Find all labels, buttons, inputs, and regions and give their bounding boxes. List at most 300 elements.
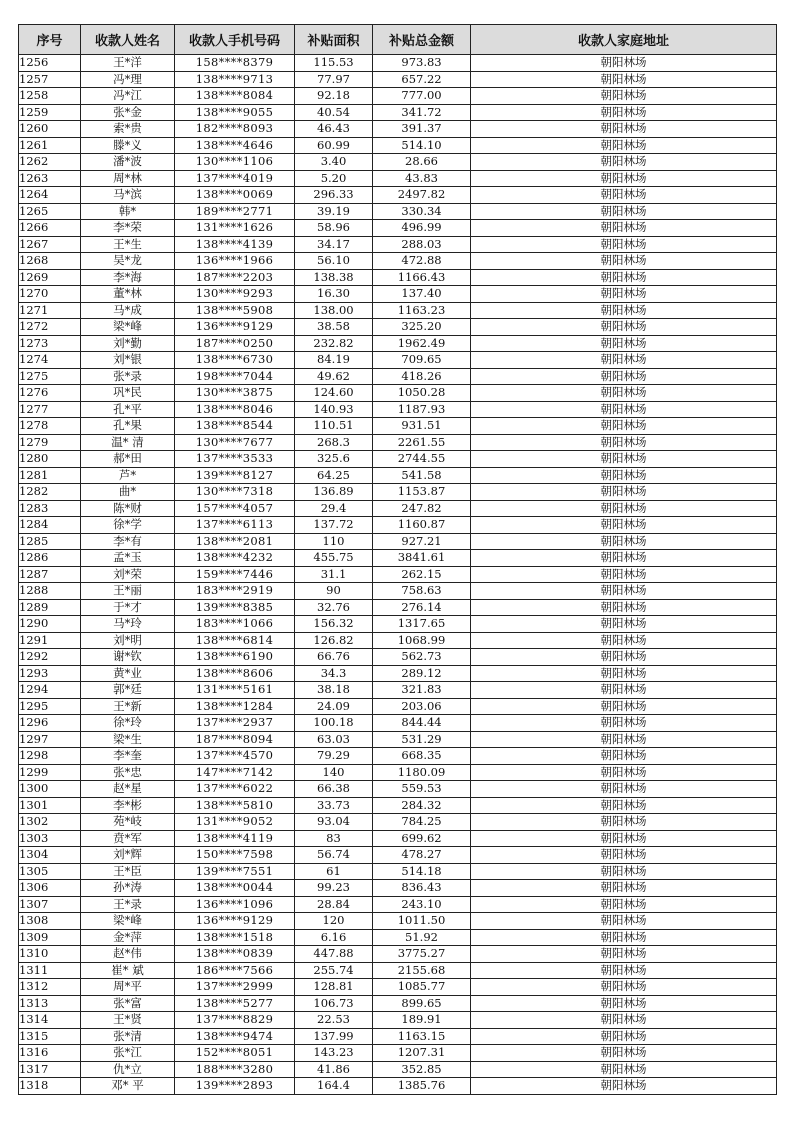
cell-name: 陈*财 [81,500,175,517]
cell-total: 247.82 [373,500,471,517]
cell-no: 1314 [19,1012,81,1029]
cell-phone: 147****7142 [175,764,295,781]
cell-address: 朝阳林场 [471,583,777,600]
cell-address: 朝阳林场 [471,418,777,435]
cell-address: 朝阳林场 [471,1045,777,1062]
cell-address: 朝阳林场 [471,533,777,550]
cell-total: 2497.82 [373,187,471,204]
cell-address: 朝阳林场 [471,764,777,781]
cell-address: 朝阳林场 [471,253,777,270]
cell-no: 1272 [19,319,81,336]
cell-area: 56.74 [295,847,373,864]
cell-address: 朝阳林场 [471,896,777,913]
cell-name: 王*丽 [81,583,175,600]
cell-total: 391.37 [373,121,471,138]
cell-area: 58.96 [295,220,373,237]
cell-total: 1187.93 [373,401,471,418]
cell-no: 1266 [19,220,81,237]
cell-total: 1207.31 [373,1045,471,1062]
cell-area: 100.18 [295,715,373,732]
cell-address: 朝阳林场 [471,203,777,220]
cell-area: 32.76 [295,599,373,616]
cell-area: 90 [295,583,373,600]
cell-phone: 157****4057 [175,500,295,517]
cell-area: 16.30 [295,286,373,303]
cell-area: 128.81 [295,979,373,996]
cell-total: 1166.43 [373,269,471,286]
cell-total: 562.73 [373,649,471,666]
table-row [19,352,777,369]
cell-address: 朝阳林场 [471,319,777,336]
cell-total: 657.22 [373,71,471,88]
cell-phone: 131****5161 [175,682,295,699]
cell-total: 284.32 [373,797,471,814]
table-row [19,418,777,435]
cell-no: 1287 [19,566,81,583]
cell-no: 1318 [19,1078,81,1095]
cell-phone: 131****9052 [175,814,295,831]
cell-no: 1289 [19,599,81,616]
table-row [19,1012,777,1029]
table-row [19,319,777,336]
cell-name: 韩* [81,203,175,220]
cell-area: 34.17 [295,236,373,253]
cell-total: 1163.15 [373,1028,471,1045]
table-row [19,335,777,352]
cell-address: 朝阳林场 [471,104,777,121]
cell-area: 84.19 [295,352,373,369]
cell-phone: 183****1066 [175,616,295,633]
cell-phone: 138****8606 [175,665,295,682]
table-row [19,665,777,682]
cell-name: 索*贵 [81,121,175,138]
cell-name: 董*林 [81,286,175,303]
cell-address: 朝阳林场 [471,550,777,567]
cell-phone: 137****8829 [175,1012,295,1029]
cell-phone: 138****0044 [175,880,295,897]
table-row [19,847,777,864]
cell-total: 836.43 [373,880,471,897]
cell-name: 王*臣 [81,863,175,880]
cell-total: 352.85 [373,1061,471,1078]
cell-address: 朝阳林场 [471,121,777,138]
cell-total: 844.44 [373,715,471,732]
cell-area: 61 [295,863,373,880]
cell-address: 朝阳林场 [471,616,777,633]
header-address: 收款人家庭地址 [471,25,777,55]
cell-no: 1278 [19,418,81,435]
cell-no: 1285 [19,533,81,550]
cell-name: 赵*星 [81,781,175,798]
cell-name: 刘*银 [81,352,175,369]
cell-area: 31.1 [295,566,373,583]
cell-no: 1309 [19,929,81,946]
cell-phone: 136****1096 [175,896,295,913]
table-row [19,385,777,402]
cell-name: 张*江 [81,1045,175,1062]
cell-area: 126.82 [295,632,373,649]
cell-total: 777.00 [373,88,471,105]
cell-no: 1290 [19,616,81,633]
cell-total: 1160.87 [373,517,471,534]
cell-phone: 139****7551 [175,863,295,880]
table-row [19,71,777,88]
cell-no: 1273 [19,335,81,352]
cell-no: 1262 [19,154,81,171]
cell-total: 3775.27 [373,946,471,963]
cell-name: 马*玲 [81,616,175,633]
cell-no: 1292 [19,649,81,666]
cell-no: 1315 [19,1028,81,1045]
table-row [19,154,777,171]
cell-no: 1259 [19,104,81,121]
cell-no: 1300 [19,781,81,798]
cell-area: 115.53 [295,55,373,72]
cell-area: 325.6 [295,451,373,468]
cell-total: 1153.87 [373,484,471,501]
cell-address: 朝阳林场 [471,1028,777,1045]
cell-phone: 159****7446 [175,566,295,583]
cell-no: 1313 [19,995,81,1012]
table-row [19,1078,777,1095]
cell-address: 朝阳林场 [471,797,777,814]
header-total: 补贴总金额 [373,25,471,55]
cell-no: 1270 [19,286,81,303]
header-name: 收款人姓名 [81,25,175,55]
cell-no: 1310 [19,946,81,963]
cell-name: 马*滨 [81,187,175,204]
cell-total: 668.35 [373,748,471,765]
cell-phone: 138****8544 [175,418,295,435]
cell-area: 38.58 [295,319,373,336]
cell-phone: 139****2893 [175,1078,295,1095]
cell-address: 朝阳林场 [471,401,777,418]
table-body [19,55,777,1095]
cell-phone: 186****7566 [175,962,295,979]
subsidy-table [18,24,777,1095]
cell-phone: 138****4232 [175,550,295,567]
cell-phone: 130****7318 [175,484,295,501]
cell-phone: 188****3280 [175,1061,295,1078]
cell-phone: 137****4570 [175,748,295,765]
cell-area: 255.74 [295,962,373,979]
cell-area: 41.86 [295,1061,373,1078]
cell-name: 刘*勤 [81,335,175,352]
cell-no: 1269 [19,269,81,286]
cell-area: 110.51 [295,418,373,435]
cell-address: 朝阳林场 [471,137,777,154]
cell-total: 189.91 [373,1012,471,1029]
cell-phone: 187****8094 [175,731,295,748]
cell-area: 40.54 [295,104,373,121]
table-row [19,731,777,748]
cell-name: 刘*辉 [81,847,175,864]
cell-address: 朝阳林场 [471,187,777,204]
table-row [19,104,777,121]
cell-phone: 138****5908 [175,302,295,319]
cell-name: 梁*峰 [81,319,175,336]
cell-no: 1277 [19,401,81,418]
cell-area: 60.99 [295,137,373,154]
cell-address: 朝阳林场 [471,995,777,1012]
cell-area: 143.23 [295,1045,373,1062]
cell-name: 李*有 [81,533,175,550]
cell-no: 1256 [19,55,81,72]
table-row [19,929,777,946]
cell-name: 潘*波 [81,154,175,171]
cell-address: 朝阳林场 [471,946,777,963]
cell-address: 朝阳林场 [471,451,777,468]
cell-total: 3841.61 [373,550,471,567]
cell-total: 51.92 [373,929,471,946]
cell-no: 1306 [19,880,81,897]
cell-address: 朝阳林场 [471,484,777,501]
cell-phone: 136****9129 [175,319,295,336]
cell-phone: 182****8093 [175,121,295,138]
table-row [19,203,777,220]
table-row [19,599,777,616]
cell-name: 温* 清 [81,434,175,451]
cell-no: 1276 [19,385,81,402]
header-no: 序号 [19,25,81,55]
table-row [19,649,777,666]
cell-area: 66.38 [295,781,373,798]
table-row [19,1061,777,1078]
cell-name: 王*贤 [81,1012,175,1029]
cell-phone: 138****2081 [175,533,295,550]
table-row [19,781,777,798]
cell-total: 1163.23 [373,302,471,319]
table-row [19,500,777,517]
cell-total: 243.10 [373,896,471,913]
cell-address: 朝阳林场 [471,434,777,451]
cell-name: 孔*平 [81,401,175,418]
cell-phone: 189****2771 [175,203,295,220]
cell-no: 1305 [19,863,81,880]
cell-phone: 139****8127 [175,467,295,484]
cell-name: 张*金 [81,104,175,121]
cell-name: 郝*田 [81,451,175,468]
table-row [19,632,777,649]
table-row [19,748,777,765]
cell-total: 276.14 [373,599,471,616]
table-row [19,236,777,253]
cell-area: 63.03 [295,731,373,748]
cell-area: 3.40 [295,154,373,171]
cell-area: 156.32 [295,616,373,633]
cell-address: 朝阳林场 [471,269,777,286]
cell-address: 朝阳林场 [471,715,777,732]
cell-no: 1275 [19,368,81,385]
cell-area: 124.60 [295,385,373,402]
cell-name: 邓* 平 [81,1078,175,1095]
cell-area: 77.97 [295,71,373,88]
cell-name: 曲* [81,484,175,501]
cell-phone: 130****1106 [175,154,295,171]
cell-phone: 198****7044 [175,368,295,385]
cell-address: 朝阳林场 [471,847,777,864]
header-phone: 收款人手机号码 [175,25,295,55]
cell-total: 1068.99 [373,632,471,649]
cell-total: 1050.28 [373,385,471,402]
cell-no: 1284 [19,517,81,534]
cell-name: 周*林 [81,170,175,187]
cell-name: 冯*江 [81,88,175,105]
cell-phone: 138****4119 [175,830,295,847]
cell-area: 34.3 [295,665,373,682]
cell-total: 531.29 [373,731,471,748]
cell-phone: 138****8046 [175,401,295,418]
cell-phone: 138****8084 [175,88,295,105]
cell-address: 朝阳林场 [471,335,777,352]
cell-name: 贲*军 [81,830,175,847]
cell-address: 朝阳林场 [471,55,777,72]
cell-name: 黄*业 [81,665,175,682]
table-row [19,55,777,72]
cell-no: 1299 [19,764,81,781]
cell-name: 滕*义 [81,137,175,154]
cell-phone: 187****0250 [175,335,295,352]
cell-phone: 138****9713 [175,71,295,88]
cell-area: 46.43 [295,121,373,138]
cell-no: 1316 [19,1045,81,1062]
table-row [19,368,777,385]
cell-area: 136.89 [295,484,373,501]
cell-no: 1297 [19,731,81,748]
table-row [19,814,777,831]
table-row [19,253,777,270]
cell-no: 1286 [19,550,81,567]
table-row [19,137,777,154]
cell-address: 朝阳林场 [471,698,777,715]
cell-address: 朝阳林场 [471,500,777,517]
table-row [19,401,777,418]
cell-total: 418.26 [373,368,471,385]
cell-area: 66.76 [295,649,373,666]
cell-name: 孔*果 [81,418,175,435]
cell-no: 1308 [19,913,81,930]
cell-name: 张*清 [81,1028,175,1045]
table-row [19,566,777,583]
cell-no: 1317 [19,1061,81,1078]
cell-no: 1291 [19,632,81,649]
table-row [19,797,777,814]
cell-phone: 137****4019 [175,170,295,187]
cell-total: 341.72 [373,104,471,121]
cell-phone: 137****3533 [175,451,295,468]
cell-address: 朝阳林场 [471,913,777,930]
cell-phone: 138****5277 [175,995,295,1012]
cell-total: 709.65 [373,352,471,369]
cell-no: 1304 [19,847,81,864]
cell-total: 325.20 [373,319,471,336]
cell-total: 203.06 [373,698,471,715]
cell-area: 137.99 [295,1028,373,1045]
cell-name: 徐*学 [81,517,175,534]
cell-area: 79.29 [295,748,373,765]
cell-no: 1301 [19,797,81,814]
cell-no: 1265 [19,203,81,220]
table-row [19,880,777,897]
cell-area: 110 [295,533,373,550]
cell-address: 朝阳林场 [471,682,777,699]
cell-area: 99.23 [295,880,373,897]
cell-no: 1312 [19,979,81,996]
cell-phone: 183****2919 [175,583,295,600]
cell-phone: 138****0839 [175,946,295,963]
cell-phone: 138****5810 [175,797,295,814]
cell-name: 仇*立 [81,1061,175,1078]
cell-area: 24.09 [295,698,373,715]
table-row [19,764,777,781]
cell-total: 2155.68 [373,962,471,979]
table-row [19,451,777,468]
cell-total: 973.83 [373,55,471,72]
cell-no: 1271 [19,302,81,319]
cell-area: 138.38 [295,269,373,286]
table-row [19,979,777,996]
cell-area: 296.33 [295,187,373,204]
cell-address: 朝阳林场 [471,731,777,748]
cell-no: 1302 [19,814,81,831]
cell-name: 孙*涛 [81,880,175,897]
cell-name: 李*奎 [81,748,175,765]
cell-name: 孟*玉 [81,550,175,567]
cell-phone: 130****9293 [175,286,295,303]
table-row [19,517,777,534]
cell-area: 49.62 [295,368,373,385]
cell-address: 朝阳林场 [471,88,777,105]
cell-no: 1295 [19,698,81,715]
cell-no: 1268 [19,253,81,270]
cell-total: 927.21 [373,533,471,550]
cell-total: 1385.76 [373,1078,471,1095]
table-row [19,682,777,699]
cell-phone: 136****1966 [175,253,295,270]
cell-area: 140 [295,764,373,781]
table-row [19,896,777,913]
cell-total: 28.66 [373,154,471,171]
header-area: 补贴面积 [295,25,373,55]
cell-address: 朝阳林场 [471,814,777,831]
cell-area: 455.75 [295,550,373,567]
cell-name: 巩*民 [81,385,175,402]
cell-area: 140.93 [295,401,373,418]
cell-address: 朝阳林场 [471,170,777,187]
cell-phone: 138****4139 [175,236,295,253]
cell-area: 92.18 [295,88,373,105]
cell-name: 崔* 斌 [81,962,175,979]
cell-no: 1281 [19,467,81,484]
cell-area: 232.82 [295,335,373,352]
cell-total: 330.34 [373,203,471,220]
cell-address: 朝阳林场 [471,1061,777,1078]
table-row [19,830,777,847]
cell-no: 1303 [19,830,81,847]
table-row [19,220,777,237]
table-row [19,616,777,633]
cell-total: 784.25 [373,814,471,831]
cell-no: 1311 [19,962,81,979]
table-row [19,863,777,880]
table-row [19,1028,777,1045]
cell-area: 164.4 [295,1078,373,1095]
cell-name: 王*新 [81,698,175,715]
cell-name: 赵*伟 [81,946,175,963]
cell-area: 6.16 [295,929,373,946]
cell-name: 徐*玲 [81,715,175,732]
table-row [19,434,777,451]
